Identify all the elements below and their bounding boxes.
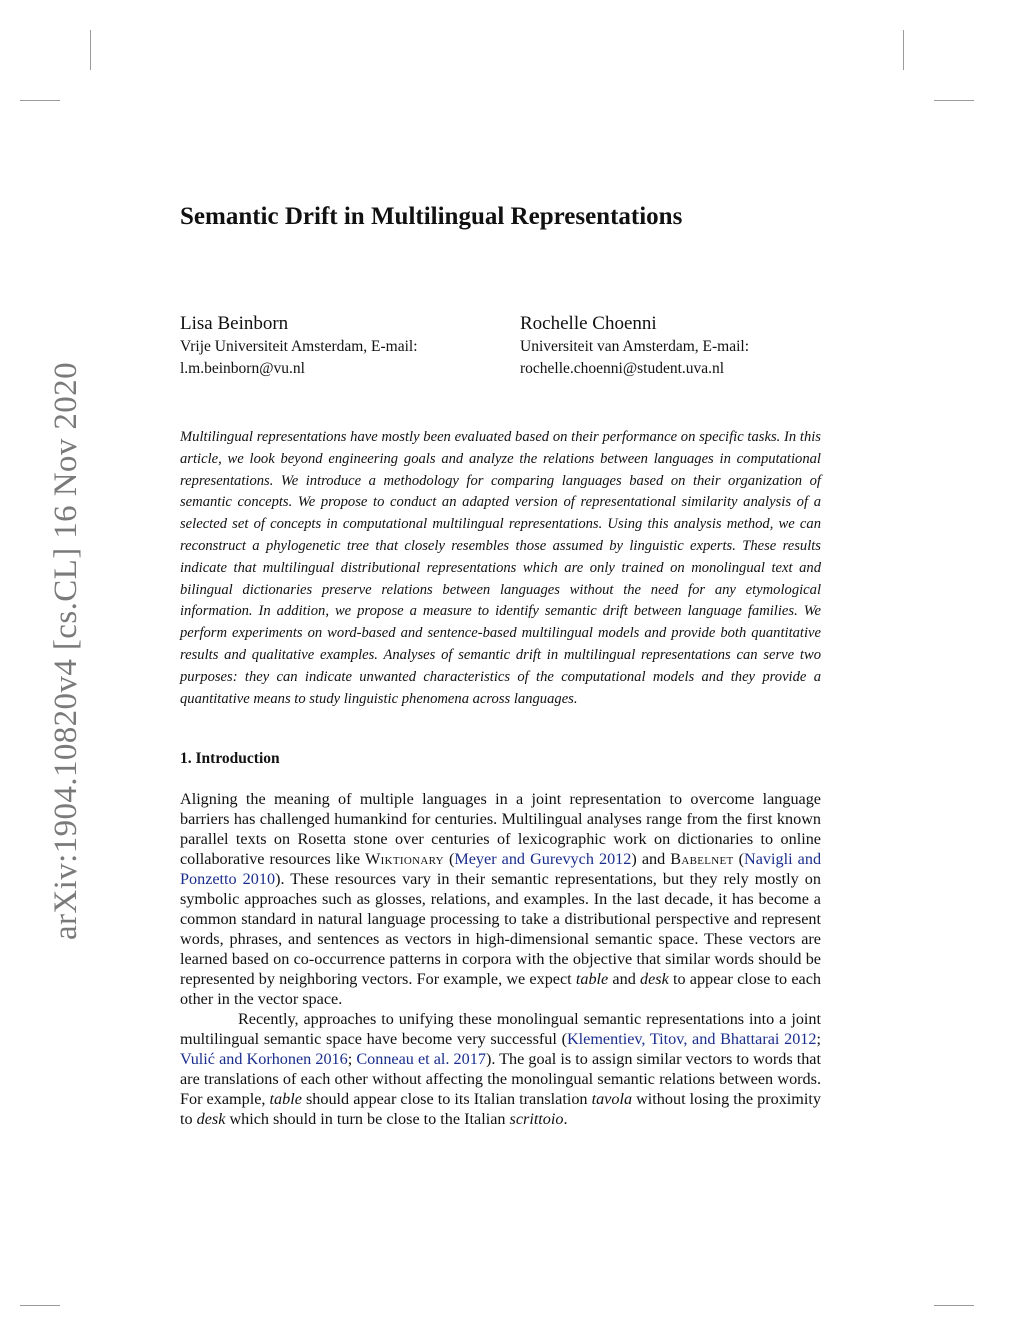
text-run: Recently, approaches to unifying these monolingual semantic representations into a joint multilingual semantic space have become very successful (	[180, 1010, 821, 1048]
paragraph-2	[180, 1009, 821, 1129]
emphasis-word: table	[269, 1090, 302, 1108]
crop-mark-top-right	[903, 30, 904, 70]
text-run: ). The goal is to assign similar vectors to words that are translations of each other without affecting the monolingual semantic relations between words. For example,	[180, 1050, 821, 1108]
citation-link[interactable]: Meyer and Gurevych 2012	[454, 850, 632, 868]
abstract: Multilingual representations have mostly been evaluated based on their performance on specific tasks. In this article, we look beyond engineering goals and analyze the relations between languages in computational representations. We introduce a methodology for comparing languages based on their organization of semantic concepts. We propose to conduct an adapted version of representational similarity analysis of a selected set of concepts in computational multilingual representations. Using this analysis method, we can reconstruct a phylogenetic tree that closely resembles those assumed by linguistic experts. These results indicate that multilingual distributional representations which are only trained on monolingual text and bilingual dictionaries preserve relations between languages without the need for any etymological information. In addition, we propose a measure to identify semantic drift between language families. We perform experiments on word-based and sentence-based multilingual models and provide both quantitative results and qualitative examples. Analyses of semantic drift in multilingual representations can serve two purposes: they can indicate unwanted characteristics of the computational models and they provide a quantitative means to study linguistic phenomena across languages.	[180, 429, 821, 707]
author-name: Rochelle Choenni	[520, 313, 657, 334]
introduction-body	[180, 789, 821, 1129]
text-run: ). These resources vary in their semantic representations, but they rely mostly on symbolic approaches such as glosses, relations, and examples. In the last decade, it has become a common standard in natural language processing to take a distributional perspective and represent words, phrases, and sentences as vectors in high-dimensional semantic space. These vectors are learned based on co-occurrence patterns in corpora with the objective that similar words should be represented by neighboring vectors. For example, we expect	[180, 870, 821, 988]
crop-mark-upper-right	[934, 100, 974, 101]
arxiv-identifier-stamp: arXiv:1904.10820v4 [cs.CL] 16 Nov 2020	[48, 362, 84, 940]
text-run: and	[608, 970, 641, 988]
text-run: to appear close to each other in the vector space.	[180, 970, 821, 1008]
emphasis-word: tavola	[591, 1090, 633, 1108]
text-run: which should in turn be close to the Italian	[225, 1110, 510, 1128]
emphasis-word: scrittoio	[509, 1110, 564, 1128]
text-run: without losing the proximity to	[180, 1090, 821, 1128]
crop-mark-lower-right	[934, 1305, 974, 1306]
crop-mark-lower-left	[20, 1305, 60, 1306]
text-run: (	[443, 850, 455, 868]
emphasis-word: desk	[196, 1110, 226, 1128]
resource-name-wiktionary: Wiktionary	[365, 850, 444, 868]
section-heading-introduction: 1. Introduction	[180, 750, 280, 767]
author-block-1	[180, 312, 500, 380]
text-run: ;	[347, 1050, 357, 1068]
text-run: should appear close to its Italian translation	[301, 1090, 592, 1108]
author-name: Lisa Beinborn	[180, 313, 289, 334]
author-email: l.m.beinborn@vu.nl	[180, 360, 305, 377]
citation-link[interactable]: Vulić and Korhonen 2016	[180, 1050, 348, 1068]
crop-mark-top-left	[90, 30, 91, 70]
author-affiliation: Vrije Universiteit Amsterdam, E-mail:	[180, 338, 418, 355]
paper-title: Semantic Drift in Multilingual Representations	[180, 203, 683, 230]
text-run: Aligning the meaning of multiple languages in a joint representation to overcome language barriers has challenged humankind for centuries. Multilingual analyses range from the first known parallel texts on Rosetta stone over centuries of lexicographic work on dictionaries to online collaborative resources like	[180, 790, 821, 868]
author-block-2	[520, 312, 840, 380]
text-run: ;	[816, 1030, 821, 1048]
emphasis-word: table	[575, 970, 609, 988]
text-run: (	[733, 850, 745, 868]
citation-link[interactable]: Navigli and Ponzetto 2010	[180, 850, 822, 888]
text-run: ) and	[631, 850, 671, 868]
author-affiliation: Universiteit van Amsterdam, E-mail:	[520, 338, 750, 355]
text-run: .	[563, 1110, 568, 1128]
crop-mark-upper-left	[20, 100, 60, 101]
citation-link[interactable]: Klementiev, Titov, and Bhattarai 2012	[566, 1030, 817, 1048]
author-email: rochelle.choenni@student.uva.nl	[520, 360, 725, 377]
citation-link[interactable]: Conneau et al. 2017	[356, 1050, 486, 1068]
emphasis-word: desk	[640, 970, 669, 988]
resource-name-babelnet: Babelnet	[670, 850, 734, 868]
paragraph-1	[180, 789, 821, 1009]
